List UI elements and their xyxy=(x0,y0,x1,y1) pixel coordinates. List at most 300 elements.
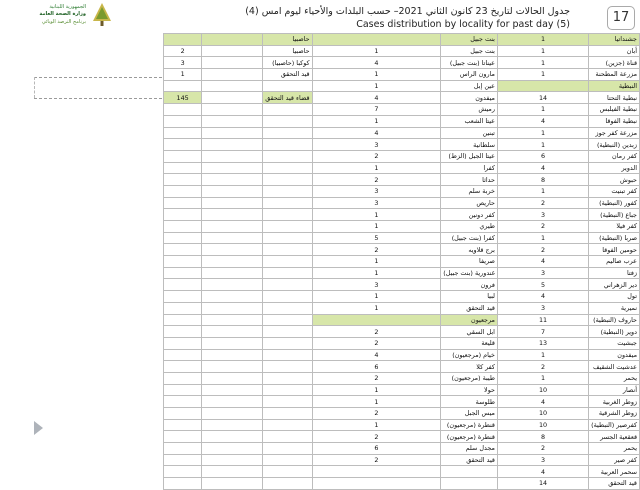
locality-cell-bint-jbeil: حداثا xyxy=(441,174,498,186)
spacer-cell xyxy=(202,478,263,490)
locality-cell-district xyxy=(263,408,312,420)
count-cell-nabatieh: 1 xyxy=(497,69,588,81)
spacer-cell xyxy=(202,57,263,69)
count-cell-district xyxy=(164,34,202,46)
locality-cell-bint-jbeil: عيتا الشعب xyxy=(441,115,498,127)
count-cell-bint-jbeil: 1 xyxy=(312,45,441,57)
locality-cell-district xyxy=(263,291,312,303)
count-cell-nabatieh: 1 xyxy=(497,34,588,46)
spacer-cell xyxy=(202,279,263,291)
count-cell-bint-jbeil: 2 xyxy=(312,150,441,162)
spacer-cell xyxy=(202,396,263,408)
locality-cell-bint-jbeil: طلوسة xyxy=(441,396,498,408)
locality-cell-district xyxy=(263,185,312,197)
locality-cell-bint-jbeil: بنت جبيل xyxy=(441,34,498,46)
count-cell-nabatieh: 2 xyxy=(497,361,588,373)
table-row xyxy=(164,396,640,408)
locality-cell-district xyxy=(263,302,312,314)
count-cell-district xyxy=(164,337,202,349)
count-cell-district xyxy=(164,291,202,303)
locality-cell-nabatieh: دير الزهراني xyxy=(589,279,640,291)
table-row xyxy=(164,372,640,384)
table-row xyxy=(164,34,640,46)
decorative-arrow-icon xyxy=(34,421,43,435)
table-row xyxy=(164,443,640,455)
count-cell-nabatieh: 3 xyxy=(497,454,588,466)
spacer-cell xyxy=(202,115,263,127)
locality-cell-district xyxy=(263,349,312,361)
table-row xyxy=(164,244,640,256)
locality-cell-district xyxy=(263,384,312,396)
locality-cell-district: حاصبيا xyxy=(263,45,312,57)
count-cell-nabatieh: 2 xyxy=(497,244,588,256)
locality-cell-district: قيد التحقق xyxy=(263,69,312,81)
count-cell-district xyxy=(164,372,202,384)
count-cell-bint-jbeil: 1 xyxy=(312,209,441,221)
count-cell-bint-jbeil: 2 xyxy=(312,244,441,256)
count-cell-nabatieh: 8 xyxy=(497,431,588,443)
table-row xyxy=(164,197,640,209)
spacer-cell xyxy=(202,349,263,361)
count-cell-bint-jbeil: 6 xyxy=(312,361,441,373)
locality-cell-nabatieh: عرب صاليم xyxy=(589,256,640,268)
locality-cell-nabatieh: نبطية الفوقا xyxy=(589,115,640,127)
count-cell-bint-jbeil: 4 xyxy=(312,92,441,104)
count-cell-district xyxy=(164,478,202,490)
locality-cell-bint-jbeil: قيد التحقق xyxy=(441,454,498,466)
count-cell-bint-jbeil: 2 xyxy=(312,408,441,420)
locality-cell-district xyxy=(263,466,312,478)
spacer-cell xyxy=(202,221,263,233)
spacer-cell xyxy=(202,209,263,221)
count-cell-nabatieh: 4 xyxy=(497,396,588,408)
locality-cell-bint-jbeil: كفر كلا xyxy=(441,361,498,373)
table-row xyxy=(164,221,640,233)
count-cell-district xyxy=(164,80,202,92)
spacer-cell xyxy=(202,267,263,279)
locality-cell-nabatieh: تول xyxy=(589,291,640,303)
table-row xyxy=(164,279,640,291)
spacer-cell xyxy=(202,127,263,139)
spacer-cell xyxy=(202,384,263,396)
locality-cell-bint-jbeil: مارون الراس xyxy=(441,69,498,81)
count-cell-nabatieh: 4 xyxy=(497,115,588,127)
locality-cell-nabatieh: دوير (النبطية) xyxy=(589,326,640,338)
count-cell-bint-jbeil: 4 xyxy=(312,349,441,361)
locality-cell-nabatieh: نميرية xyxy=(589,302,640,314)
spacer-cell xyxy=(202,174,263,186)
count-cell-bint-jbeil xyxy=(312,466,441,478)
table-row xyxy=(164,45,640,57)
locality-cell-nabatieh: نبطية الفيلبس xyxy=(589,104,640,116)
locality-cell-nabatieh: قيد التحقق xyxy=(589,478,640,490)
divider-line xyxy=(34,77,162,78)
table-row xyxy=(164,454,640,466)
table-row xyxy=(164,408,640,420)
table-row xyxy=(164,104,640,116)
locality-cell-bint-jbeil: لبيا xyxy=(441,291,498,303)
count-cell-district xyxy=(164,127,202,139)
count-cell-nabatieh: 2 xyxy=(497,443,588,455)
count-cell-nabatieh: 10 xyxy=(497,419,588,431)
locality-cell-bint-jbeil: عين إبل xyxy=(441,80,498,92)
table-row xyxy=(164,419,640,431)
count-cell-bint-jbeil: 1 xyxy=(312,221,441,233)
table-row xyxy=(164,92,640,104)
count-cell-bint-jbeil: 1 xyxy=(312,80,441,92)
locality-cell-nabatieh: أنصار xyxy=(589,384,640,396)
count-cell-district xyxy=(164,326,202,338)
locality-cell-nabatieh: عدشيت الشقيف xyxy=(589,361,640,373)
count-cell-bint-jbeil: 4 xyxy=(312,57,441,69)
locality-cell-nabatieh: جباع (النبطية) xyxy=(589,209,640,221)
table-row xyxy=(164,209,640,221)
locality-cell-district xyxy=(263,244,312,256)
locality-cell-district xyxy=(263,419,312,431)
locality-cell-bint-jbeil: قنطرة (مرجعيون) xyxy=(441,419,498,431)
spacer-cell xyxy=(202,197,263,209)
locality-cell-nabatieh: أبان xyxy=(589,45,640,57)
locality-cell-bint-jbeil: ابل السقي xyxy=(441,326,498,338)
locality-cell-district xyxy=(263,314,312,326)
count-cell-nabatieh: 1 xyxy=(497,127,588,139)
count-cell-district xyxy=(164,349,202,361)
table-row xyxy=(164,150,640,162)
spacer-cell xyxy=(202,466,263,478)
count-cell-bint-jbeil: 1 xyxy=(312,302,441,314)
count-cell-district: 145 xyxy=(164,92,202,104)
locality-cell-nabatieh: كفور (النبطية) xyxy=(589,197,640,209)
count-cell-nabatieh: 2 xyxy=(497,221,588,233)
locality-cell-bint-jbeil: حولا xyxy=(441,384,498,396)
count-cell-district xyxy=(164,443,202,455)
locality-cell-bint-jbeil xyxy=(441,478,498,490)
count-cell-nabatieh: 3 xyxy=(497,267,588,279)
locality-cell-nabatieh: الدوير xyxy=(589,162,640,174)
locality-cell-nabatieh: حومين الفوقا xyxy=(589,244,640,256)
spacer-cell xyxy=(202,372,263,384)
count-cell-nabatieh: 8 xyxy=(497,174,588,186)
count-cell-nabatieh: 11 xyxy=(497,314,588,326)
locality-cell-district xyxy=(263,104,312,116)
count-cell-district xyxy=(164,162,202,174)
count-cell-bint-jbeil xyxy=(312,314,441,326)
table-row xyxy=(164,314,640,326)
locality-cell-bint-jbeil: حاريص xyxy=(441,197,498,209)
count-cell-nabatieh: 1 xyxy=(497,232,588,244)
count-cell-district xyxy=(164,279,202,291)
spacer-cell xyxy=(202,291,263,303)
locality-cell-nabatieh: مزرعة كفر جوز xyxy=(589,127,640,139)
count-cell-district: 3 xyxy=(164,57,202,69)
count-cell-nabatieh: 10 xyxy=(497,408,588,420)
locality-cell-nabatieh: قناة (جزين) xyxy=(589,57,640,69)
locality-cell-district xyxy=(263,115,312,127)
locality-cell-district: قضاء قيد التحقق xyxy=(263,92,312,104)
locality-cell-bint-jbeil: صريفا xyxy=(441,256,498,268)
count-cell-district xyxy=(164,150,202,162)
table-row xyxy=(164,478,640,490)
spacer-cell xyxy=(202,139,263,151)
locality-cell-district xyxy=(263,139,312,151)
spacer-cell xyxy=(202,92,263,104)
locality-cell-district xyxy=(263,454,312,466)
table-row xyxy=(164,80,640,92)
count-cell-bint-jbeil: 3 xyxy=(312,279,441,291)
spacer-cell xyxy=(202,162,263,174)
spacer-cell xyxy=(202,302,263,314)
spacer-cell xyxy=(202,326,263,338)
slide-number-badge: 17 xyxy=(607,6,635,30)
table-row xyxy=(164,326,640,338)
table-row xyxy=(164,162,640,174)
locality-cell-nabatieh: يحمر xyxy=(589,443,640,455)
count-cell-bint-jbeil: 3 xyxy=(312,139,441,151)
locality-cell-nabatieh: زوطر الشرقية xyxy=(589,408,640,420)
cases-table xyxy=(163,33,640,490)
locality-cell-nabatieh: زفتا xyxy=(589,267,640,279)
locality-cell-bint-jbeil: سلطانية xyxy=(441,139,498,151)
count-cell-district: 2 xyxy=(164,45,202,57)
locality-cell-nabatieh: كفرصير (النبطية) xyxy=(589,419,640,431)
locality-cell-nabatieh: النبطية xyxy=(589,80,640,92)
count-cell-district xyxy=(164,221,202,233)
count-cell-district xyxy=(164,104,202,116)
locality-cell-district xyxy=(263,80,312,92)
locality-cell-district xyxy=(263,162,312,174)
count-cell-district xyxy=(164,185,202,197)
locality-cell-bint-jbeil: كفرا (بنت جبيل) xyxy=(441,232,498,244)
count-cell-bint-jbeil: 1 xyxy=(312,267,441,279)
locality-cell-bint-jbeil: برج قلاويه xyxy=(441,244,498,256)
locality-cell-nabatieh: يحمر xyxy=(589,372,640,384)
locality-cell-district xyxy=(263,127,312,139)
locality-cell-district xyxy=(263,478,312,490)
count-cell-nabatieh: 1 xyxy=(497,45,588,57)
spacer-cell xyxy=(202,337,263,349)
count-cell-nabatieh: 5 xyxy=(497,279,588,291)
locality-cell-district xyxy=(263,232,312,244)
locality-cell-bint-jbeil: بنت جبيل xyxy=(441,45,498,57)
table-row xyxy=(164,115,640,127)
locality-cell-bint-jbeil: خيام (مرجعيون) xyxy=(441,349,498,361)
table-row xyxy=(164,466,640,478)
locality-cell-district xyxy=(263,256,312,268)
count-cell-bint-jbeil: 3 xyxy=(312,185,441,197)
count-cell-bint-jbeil: 1 xyxy=(312,69,441,81)
locality-cell-district xyxy=(263,209,312,221)
count-cell-bint-jbeil: 2 xyxy=(312,372,441,384)
count-cell-bint-jbeil: 1 xyxy=(312,115,441,127)
count-cell-nabatieh: 1 xyxy=(497,139,588,151)
spacer-cell xyxy=(202,431,263,443)
title-arabic: جدول الحالات لتاريخ 23 كانون الثاني 2021– حسب البلدات والأحياء ليوم امس (4) xyxy=(245,6,570,17)
locality-cell-nabatieh: كفر صير xyxy=(589,454,640,466)
count-cell-nabatieh: 1 xyxy=(497,185,588,197)
count-cell-bint-jbeil: 7 xyxy=(312,104,441,116)
logo-line-2: وزارة الصحة العامة xyxy=(39,11,86,17)
count-cell-district xyxy=(164,244,202,256)
locality-cell-bint-jbeil: قيد التحقق xyxy=(441,302,498,314)
locality-cell-nabatieh: حبوش xyxy=(589,174,640,186)
divider-line xyxy=(34,77,35,98)
locality-cell-bint-jbeil: كفرا xyxy=(441,162,498,174)
spacer-cell xyxy=(202,314,263,326)
logo-line-1: الجمهورية اللبنانية xyxy=(49,4,86,10)
count-cell-district xyxy=(164,174,202,186)
count-cell-nabatieh: 6 xyxy=(497,150,588,162)
table-row xyxy=(164,361,640,373)
table-row xyxy=(164,291,640,303)
spacer-cell xyxy=(202,45,263,57)
count-cell-district xyxy=(164,466,202,478)
locality-cell-bint-jbeil: قنطرة (مرجعيون) xyxy=(441,431,498,443)
count-cell-district xyxy=(164,256,202,268)
locality-cell-nabatieh: جبشيت xyxy=(589,337,640,349)
count-cell-bint-jbeil xyxy=(312,34,441,46)
locality-cell-bint-jbeil: كفر دونين xyxy=(441,209,498,221)
locality-cell-bint-jbeil: عيتا الجبل (الزط) xyxy=(441,150,498,162)
locality-cell-district xyxy=(263,267,312,279)
spacer-cell xyxy=(202,80,263,92)
count-cell-district xyxy=(164,115,202,127)
count-cell-nabatieh: 10 xyxy=(497,384,588,396)
locality-cell-nabatieh: حاروف (النبطية) xyxy=(589,314,640,326)
count-cell-district xyxy=(164,302,202,314)
count-cell-bint-jbeil: 3 xyxy=(312,197,441,209)
count-cell-nabatieh: 13 xyxy=(497,337,588,349)
count-cell-district xyxy=(164,139,202,151)
locality-cell-district xyxy=(263,361,312,373)
count-cell-nabatieh: 1 xyxy=(497,104,588,116)
spacer-cell xyxy=(202,232,263,244)
locality-cell-district: حاصبيا xyxy=(263,34,312,46)
locality-cell-bint-jbeil: ميس الجبل xyxy=(441,408,498,420)
table-row xyxy=(164,127,640,139)
locality-cell-bint-jbeil: فرون xyxy=(441,279,498,291)
title-english: Cases distribution by locality for past day (5) xyxy=(356,19,570,30)
table-row xyxy=(164,349,640,361)
count-cell-nabatieh: 3 xyxy=(497,209,588,221)
count-cell-nabatieh: 3 xyxy=(497,302,588,314)
count-cell-nabatieh: 1 xyxy=(497,57,588,69)
locality-cell-bint-jbeil: مرجعيون xyxy=(441,314,498,326)
count-cell-nabatieh: 1 xyxy=(497,372,588,384)
spacer-cell xyxy=(202,104,263,116)
spacer-cell xyxy=(202,361,263,373)
count-cell-nabatieh: 2 xyxy=(497,197,588,209)
locality-cell-nabatieh: كفر فيلا xyxy=(589,221,640,233)
count-cell-bint-jbeil: 2 xyxy=(312,337,441,349)
count-cell-district xyxy=(164,267,202,279)
locality-cell-district xyxy=(263,326,312,338)
spacer-cell xyxy=(202,185,263,197)
count-cell-bint-jbeil: 6 xyxy=(312,443,441,455)
locality-cell-district xyxy=(263,337,312,349)
locality-cell-nabatieh: قعقعية الجسر xyxy=(589,431,640,443)
table-row xyxy=(164,139,640,151)
locality-cell-district xyxy=(263,221,312,233)
table-row xyxy=(164,185,640,197)
count-cell-district xyxy=(164,209,202,221)
table-row xyxy=(164,69,640,81)
count-cell-nabatieh: 1 xyxy=(497,349,588,361)
locality-cell-district xyxy=(263,197,312,209)
locality-cell-district: كوكبا (حاصبيا) xyxy=(263,57,312,69)
locality-cell-district xyxy=(263,396,312,408)
count-cell-nabatieh xyxy=(497,80,588,92)
locality-cell-nabatieh: نبطية التحتا xyxy=(589,92,640,104)
count-cell-district xyxy=(164,232,202,244)
count-cell-bint-jbeil: 1 xyxy=(312,396,441,408)
table-row xyxy=(164,267,640,279)
table-row xyxy=(164,174,640,186)
locality-cell-bint-jbeil: ميفدون xyxy=(441,92,498,104)
locality-cell-district xyxy=(263,372,312,384)
locality-cell-nabatieh: سحمر العربية xyxy=(589,466,640,478)
locality-cell-nabatieh: صربا (النبطية) xyxy=(589,232,640,244)
locality-cell-nabatieh: مزرعة المطحنة xyxy=(589,69,640,81)
locality-cell-bint-jbeil: عيناتا (بنت جبيل) xyxy=(441,57,498,69)
table-row xyxy=(164,232,640,244)
count-cell-bint-jbeil: 1 xyxy=(312,384,441,396)
spacer-cell xyxy=(202,454,263,466)
count-cell-bint-jbeil: 5 xyxy=(312,232,441,244)
count-cell-bint-jbeil: 2 xyxy=(312,431,441,443)
count-cell-district xyxy=(164,454,202,466)
table-row xyxy=(164,431,640,443)
count-cell-bint-jbeil: 2 xyxy=(312,174,441,186)
table-row xyxy=(164,256,640,268)
count-cell-bint-jbeil: 2 xyxy=(312,454,441,466)
count-cell-district xyxy=(164,384,202,396)
table-row xyxy=(164,302,640,314)
count-cell-bint-jbeil: 1 xyxy=(312,419,441,431)
count-cell-nabatieh: 4 xyxy=(497,291,588,303)
locality-cell-nabatieh: ميفدون xyxy=(589,349,640,361)
locality-cell-district xyxy=(263,150,312,162)
spacer-cell xyxy=(202,244,263,256)
locality-cell-nabatieh: كفر رمان xyxy=(589,150,640,162)
count-cell-nabatieh: 4 xyxy=(497,466,588,478)
count-cell-district xyxy=(164,197,202,209)
spacer-cell xyxy=(202,256,263,268)
count-cell-nabatieh: 7 xyxy=(497,326,588,338)
count-cell-bint-jbeil: 2 xyxy=(312,326,441,338)
count-cell-bint-jbeil: 1 xyxy=(312,162,441,174)
spacer-cell xyxy=(202,150,263,162)
locality-cell-bint-jbeil: طيبة (مرجعيون) xyxy=(441,372,498,384)
count-cell-district: 1 xyxy=(164,69,202,81)
spacer-cell xyxy=(202,69,263,81)
locality-cell-bint-jbeil: قليعة xyxy=(441,337,498,349)
locality-cell-bint-jbeil: خربة سلم xyxy=(441,185,498,197)
count-cell-district xyxy=(164,408,202,420)
locality-cell-bint-jbeil: تبنين xyxy=(441,127,498,139)
locality-cell-district xyxy=(263,279,312,291)
count-cell-bint-jbeil: 1 xyxy=(312,291,441,303)
locality-cell-bint-jbeil: غندورية (بنت جبيل) xyxy=(441,267,498,279)
locality-cell-nabatieh: زبدين (النبطية) xyxy=(589,139,640,151)
locality-cell-district xyxy=(263,443,312,455)
spacer-cell xyxy=(202,443,263,455)
count-cell-district xyxy=(164,419,202,431)
count-cell-district xyxy=(164,361,202,373)
locality-cell-bint-jbeil: رميش xyxy=(441,104,498,116)
cedar-logo-icon xyxy=(90,2,114,28)
spacer-cell xyxy=(202,408,263,420)
spacer-cell xyxy=(202,34,263,46)
